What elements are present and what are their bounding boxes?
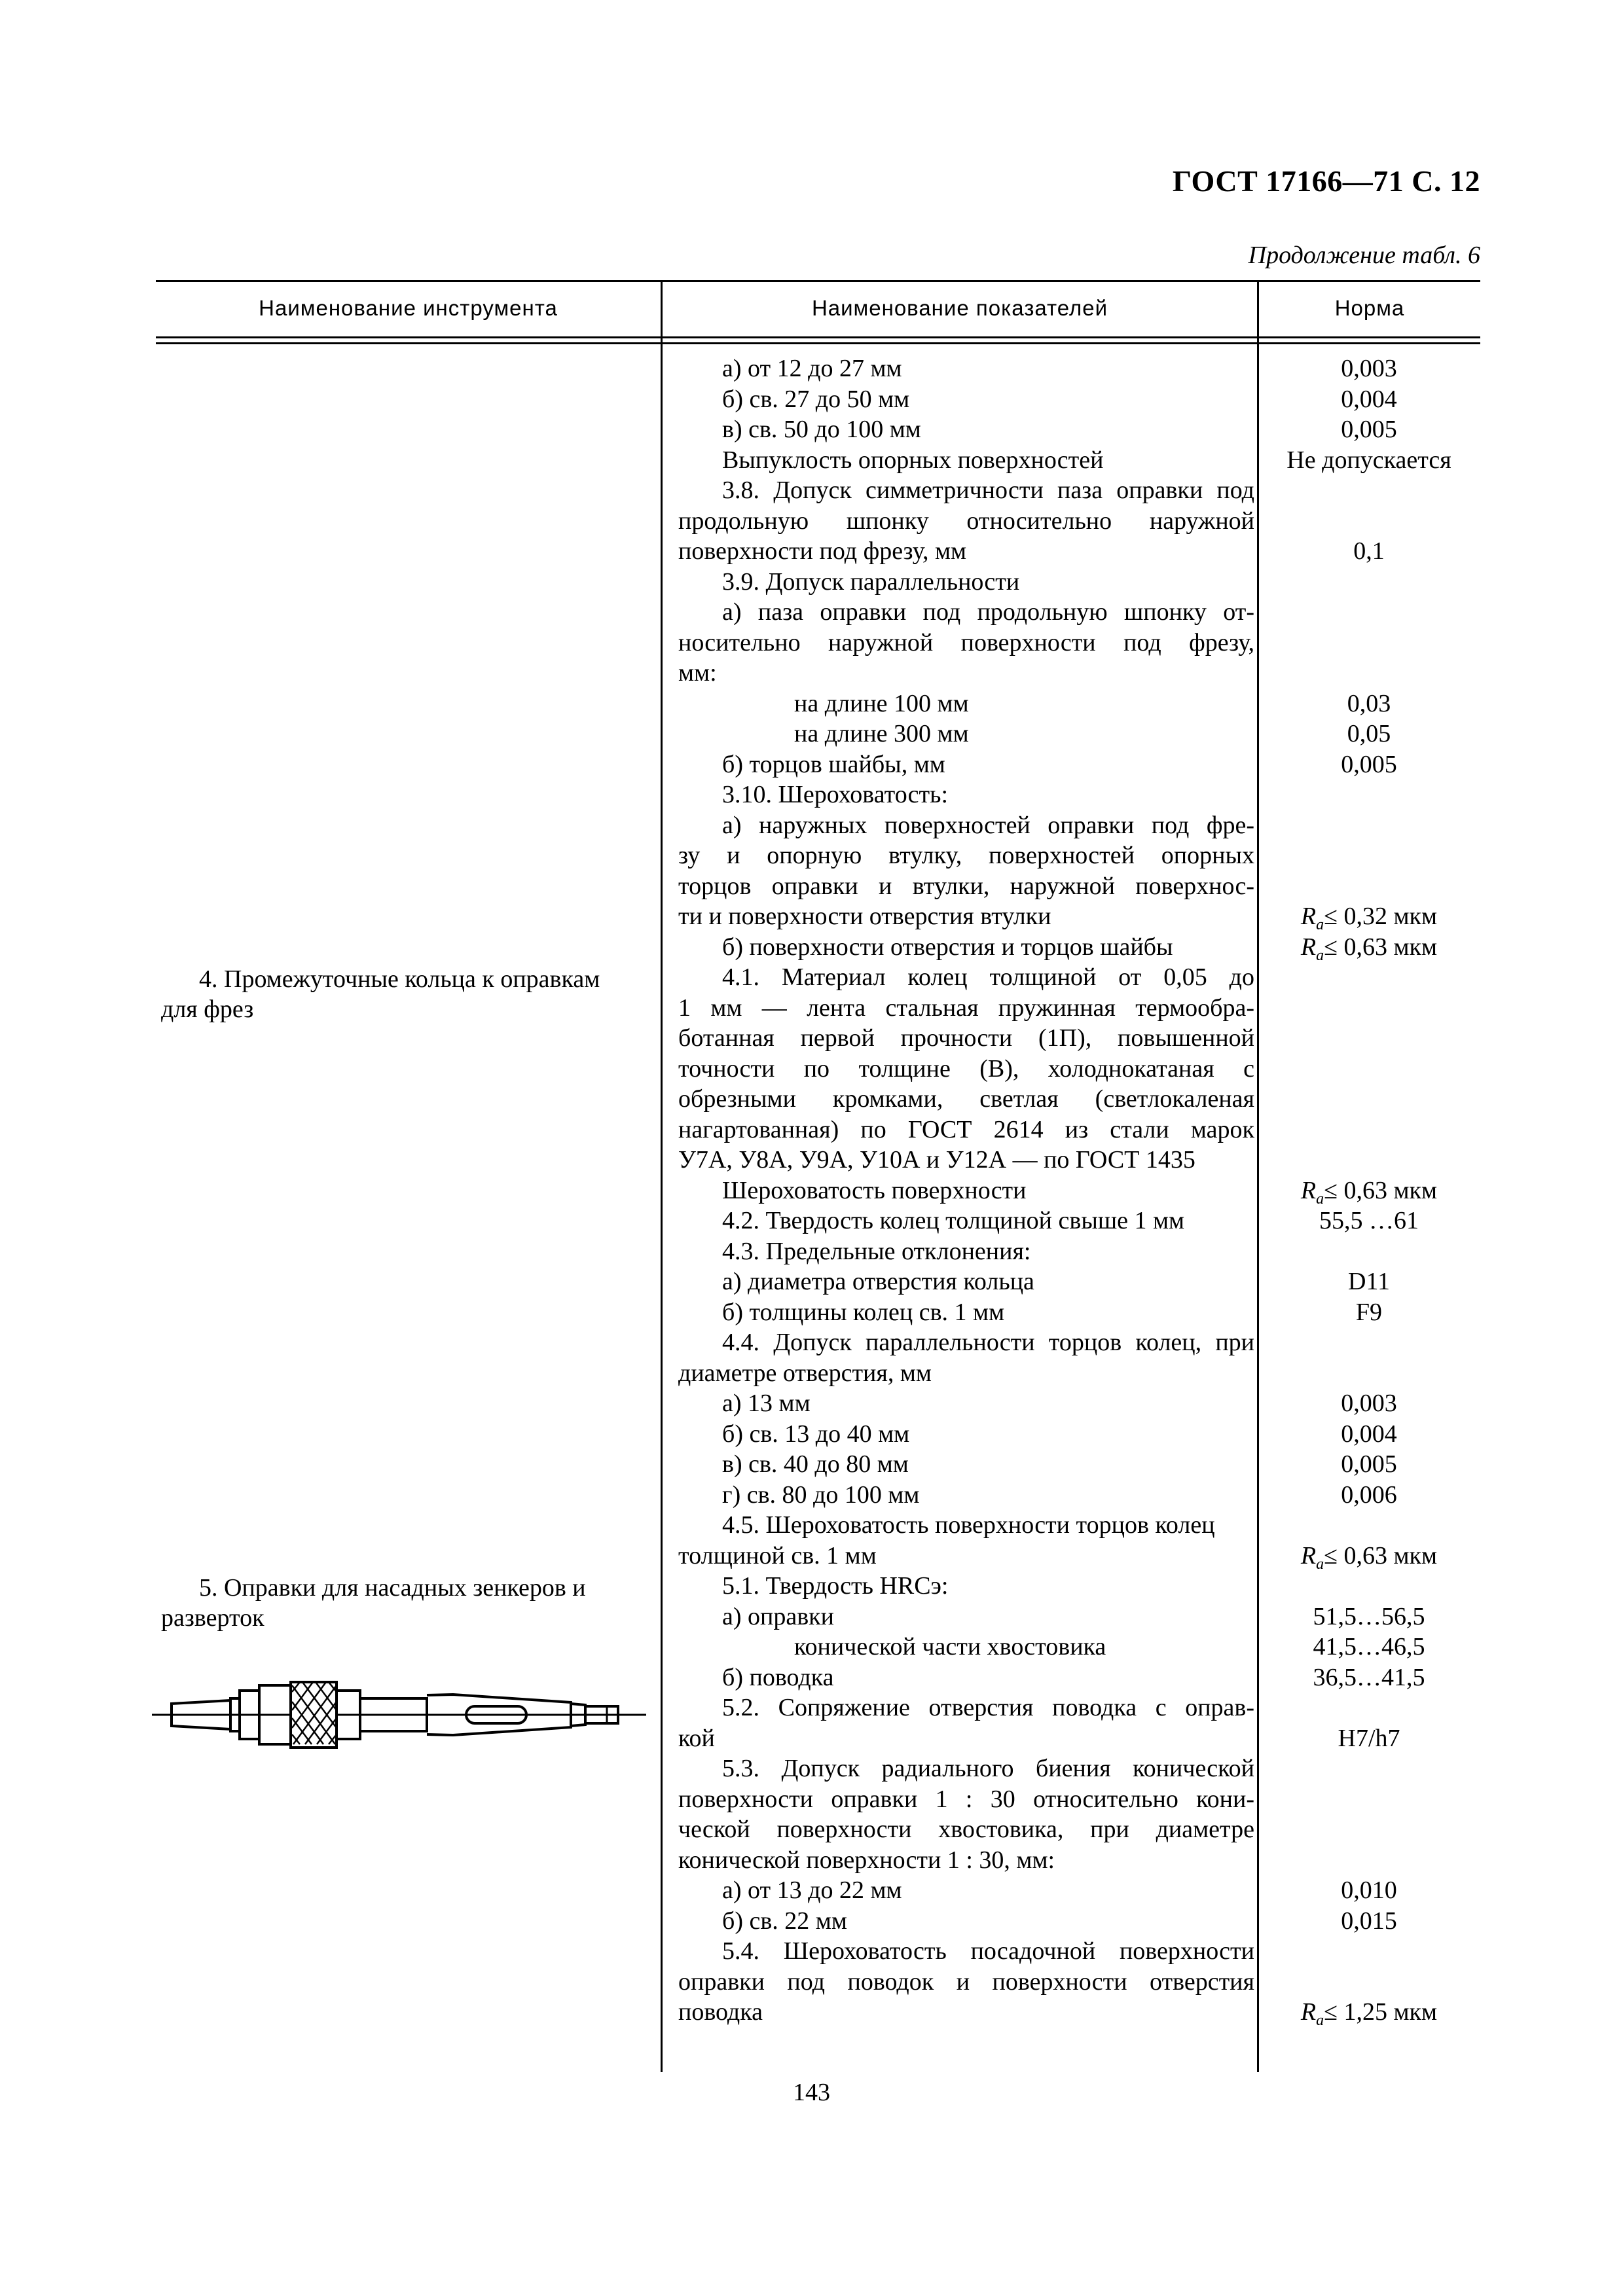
header-title: ГОСТ 17166—71 С. 12 xyxy=(1172,164,1480,198)
indicator-line: нагартованная) по ГОСТ 2614 из стали марок xyxy=(678,1115,1254,1143)
indicator-line: б) толщины колец св. 1 мм xyxy=(722,1298,1005,1326)
indicator-line: 5.1. Твердость HRCэ: xyxy=(722,1572,949,1600)
norm-value: 0,005 xyxy=(1341,1450,1397,1478)
indicator-line: на длине 300 мм xyxy=(794,720,969,747)
table-continuation-label: Продолжение табл. 6 xyxy=(1248,242,1480,269)
indicator-line: У7А, У8А, У9А, У10А и У12А — по ГОСТ 1435 xyxy=(678,1146,1195,1174)
norm-value: $R_a\le 0,63$ мкм xyxy=(1300,933,1438,964)
indicator-line: ческой поверхности хвостовика, при диаметре xyxy=(678,1816,1254,1843)
indicator-line: а) 13 мм xyxy=(722,1390,811,1417)
indicator-line: а) от 13 до 22 мм xyxy=(722,1876,902,1904)
norm-value: Не допускается xyxy=(1286,446,1451,474)
table xyxy=(156,280,1480,2072)
indicator-line: диаметре отверстия, мм xyxy=(678,1359,932,1387)
indicator-line: 1 мм — лента стальная пружинная термообра- xyxy=(678,994,1254,1022)
norm-value: 0,003 xyxy=(1341,355,1397,382)
norm-value: 0,004 xyxy=(1341,385,1397,413)
indicator-line: 3.10. Шероховатость: xyxy=(722,781,949,808)
tool-5-line-2: разверток xyxy=(161,1604,264,1632)
indicator-line: продольную шпонку относительно наружной xyxy=(678,507,1254,535)
header-rule-2 xyxy=(156,342,1480,344)
indicator-line: кой xyxy=(678,1724,715,1752)
tool-4-line-2: для фрез xyxy=(161,996,254,1023)
norm-value: F9 xyxy=(1355,1298,1383,1326)
indicator-line: носительно наружной поверхности под фрезу, xyxy=(678,628,1254,656)
norm-value: 55,5 …61 xyxy=(1319,1207,1419,1234)
norm-value: 51,5…56,5 xyxy=(1313,1602,1425,1630)
indicator-line: в) св. 40 до 80 мм xyxy=(722,1450,909,1478)
column-divider-2 xyxy=(1257,280,1259,2072)
indicator-line: б) св. 22 мм xyxy=(722,1907,847,1935)
indicator-line: ти и поверхности отверстия втулки xyxy=(678,903,1051,930)
indicator-line: на длине 100 мм xyxy=(794,689,969,717)
indicator-line: 4.5. Шероховатость поверхности торцов колец xyxy=(722,1511,1215,1539)
norm-value: $R_a\le 0,63$ мкм xyxy=(1300,1541,1438,1573)
indicator-line: 5.2. Сопряжение отверстия поводка с оправ- xyxy=(722,1694,1254,1721)
norm-value: 41,5…46,5 xyxy=(1313,1633,1425,1660)
header-rule-1 xyxy=(156,336,1480,338)
norm-value: 0,004 xyxy=(1341,1420,1397,1448)
indicator-line: 4.1. Материал колец толщиной от 0,05 до xyxy=(722,963,1254,991)
indicator-line: а) наружных поверхностей оправки под фре- xyxy=(722,811,1254,839)
indicator-line: конической части хвостовика xyxy=(794,1633,1106,1660)
indicator-line: поверхности под фрезу, мм xyxy=(678,537,967,565)
norm-value: 0,005 xyxy=(1341,416,1397,443)
norm-value: 36,5…41,5 xyxy=(1313,1663,1425,1691)
mandrel-drawing xyxy=(152,1679,649,1751)
indicator-line: толщиной св. 1 мм xyxy=(678,1541,877,1570)
indicator-line: б) св. 27 до 50 мм xyxy=(722,385,910,413)
norm-value: 0,1 xyxy=(1353,537,1385,565)
column-divider-1 xyxy=(661,280,663,2072)
indicator-line: в) св. 50 до 100 мм xyxy=(722,416,921,443)
indicator-line: 4.4. Допуск параллельности торцов колец, при xyxy=(722,1329,1254,1356)
indicator-line: б) поводка xyxy=(722,1663,834,1691)
indicator-line: 4.3. Предельные отклонения: xyxy=(722,1237,1031,1265)
indicator-line: б) торцов шайбы, мм xyxy=(722,750,945,778)
indicator-line: обрезными кромками, светлая (светлокаленая xyxy=(678,1085,1254,1113)
indicator-line: а) диаметра отверстия кольца xyxy=(722,1268,1034,1295)
indicator-line: поверхности оправки 1 : 30 относительно кони- xyxy=(678,1785,1254,1813)
norm-value: 0,005 xyxy=(1341,750,1397,778)
indicator-line: б) св. 13 до 40 мм xyxy=(722,1420,910,1448)
indicator-line: мм: xyxy=(678,659,717,687)
indicator-line: торцов оправки и втулки, наружной поверхнос- xyxy=(678,872,1254,900)
tool-4-line-1: 4. Промежуточные кольца к оправкам xyxy=(199,965,600,993)
indicator-line: г) св. 80 до 100 мм xyxy=(722,1480,920,1509)
norm-value: $R_a\le 1,25$ мкм xyxy=(1300,1998,1438,2029)
norm-value: 0,03 xyxy=(1347,689,1391,717)
indicator-line: б) поверхности отверстия и торцов шайбы xyxy=(722,933,1173,961)
indicator-line: поводка xyxy=(678,1998,763,2026)
norm-value: 0,015 xyxy=(1341,1907,1397,1935)
indicator-line: зу и опорную втулку, поверхностей опорных xyxy=(678,842,1254,869)
indicator-line: 5.4. Шероховатость посадочной поверхности xyxy=(722,1937,1254,1965)
tool-5-line-1: 5. Оправки для насадных зенкеров и xyxy=(199,1574,586,1602)
norm-value: $R_a\le 0,32$ мкм xyxy=(1300,903,1438,933)
norm-value: 0,05 xyxy=(1347,720,1391,747)
indicator-line: 5.3. Допуск радиального биения конической xyxy=(722,1755,1254,1782)
norm-value: D11 xyxy=(1347,1268,1391,1295)
indicator-line: 3.8. Допуск симметричности паза оправки под xyxy=(722,476,1254,504)
norm-value: H7/h7 xyxy=(1338,1724,1400,1752)
table-top-rule xyxy=(156,280,1480,282)
indicator-line: Выпуклость опорных поверхностей xyxy=(722,446,1104,474)
indicator-line: Шероховатость поверхности xyxy=(722,1176,1027,1204)
indicator-line: 4.2. Твердость колец толщиной свыше 1 мм xyxy=(722,1207,1185,1234)
page-number: 143 xyxy=(793,2079,830,2106)
column-header-indicator: Наименование показателей xyxy=(811,296,1108,320)
indicator-line: точности по толщине (В), холоднокатаная с xyxy=(678,1054,1254,1083)
indicator-line: а) от 12 до 27 мм xyxy=(722,355,902,382)
indicator-line: конической поверхности 1 : 30, мм: xyxy=(678,1846,1055,1874)
norm-value: 0,006 xyxy=(1341,1480,1397,1509)
indicator-line: 3.9. Допуск параллельности xyxy=(722,567,1020,596)
norm-value: 0,010 xyxy=(1341,1876,1397,1904)
norm-value: $R_a\le 0,63$ мкм xyxy=(1300,1176,1438,1208)
norm-value: 0,003 xyxy=(1341,1390,1397,1417)
indicator-line: оправки под поводок и поверхности отверстия xyxy=(678,1967,1254,1996)
column-header-tool: Наименование инструмента xyxy=(259,296,558,320)
indicator-line: ботанная первой прочности (1П), повышенной xyxy=(678,1024,1254,1052)
indicator-line: а) оправки xyxy=(722,1602,834,1630)
column-header-norm: Норма xyxy=(1334,296,1405,320)
indicator-line: а) паза оправки под продольную шпонку от- xyxy=(722,598,1254,626)
